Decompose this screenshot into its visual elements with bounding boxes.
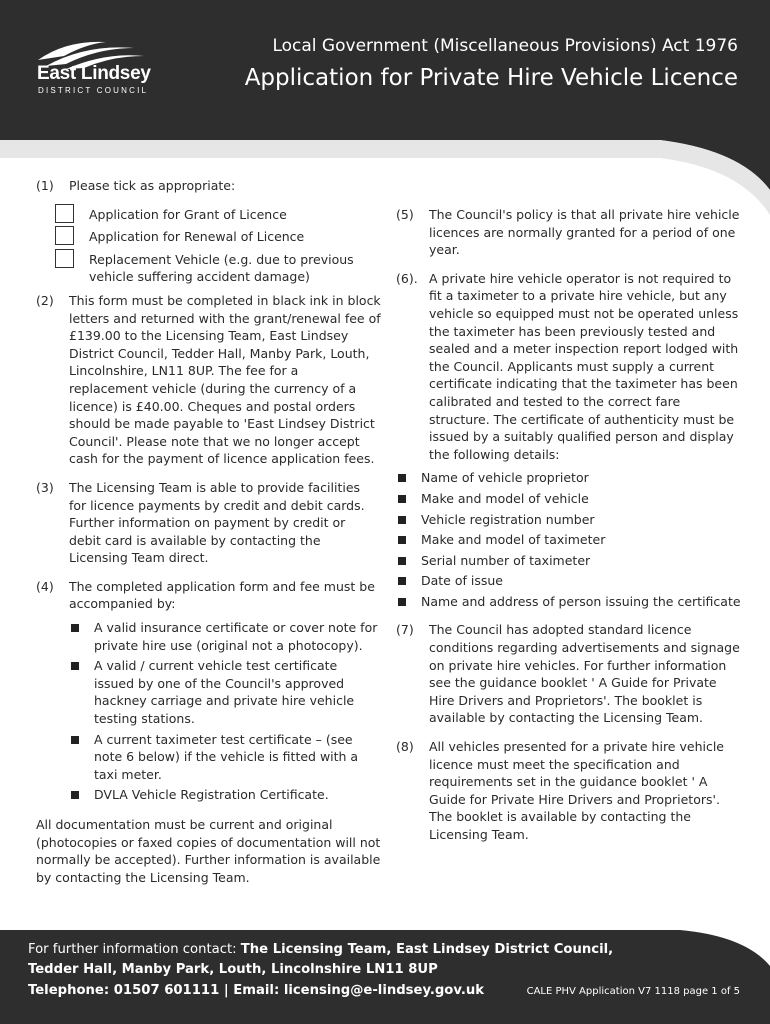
item-text: The Licensing Team is able to provide facilities for licence payments by credit and debit cards. Further information on payment by credit or debit card is available by contacting the Licensing Team direct. bbox=[69, 479, 365, 566]
bullet-text: Date of issue bbox=[421, 573, 503, 589]
left-column bbox=[36, 177, 381, 886]
closing-paragraph: All documentation must be current and original (photocopies or faxed copies of documentation will not normally be accepted). Further information is available by contacting the Licensing Team. bbox=[36, 817, 381, 885]
bullet-icon bbox=[71, 736, 79, 744]
bullet-text: A current taximeter test certificate – (see note 6 below) if the vehicle is fitted with a taxi meter. bbox=[94, 731, 359, 782]
renewal-checkbox[interactable] bbox=[55, 226, 74, 245]
bullet-icon bbox=[398, 598, 406, 606]
item-number: (7) bbox=[396, 622, 414, 638]
item-text: A private hire vehicle operator is not required to fit a taximeter to a private hire vehicle, but any vehicle so equipped must not be operated unless the taximeter has been previously tested and sealed and a meter inspection report lodged with the Council. Applicants must supply a current certificate indicating that the taximeter has been calibrated and tested to the correct fare structure. The certificate of authenticity must be issued by a suitably qualified person and display the following details: bbox=[429, 270, 739, 462]
bullet-icon bbox=[398, 495, 406, 503]
item-8 bbox=[396, 738, 744, 844]
grant-checkbox[interactable] bbox=[55, 204, 74, 223]
bullet-text: Make and model of vehicle bbox=[421, 490, 589, 506]
bullet-text: Vehicle registration number bbox=[421, 511, 595, 527]
bullet-icon bbox=[398, 557, 406, 565]
list-item bbox=[396, 531, 744, 549]
list-item bbox=[396, 469, 744, 487]
bullet-icon bbox=[71, 624, 79, 632]
footer-address-2: Tedder Hall, Manby Park, Louth, Lincolnshire LN11 8UP bbox=[28, 962, 438, 977]
item-number: (3) bbox=[36, 479, 54, 495]
act-title: Local Government (Miscellaneous Provisions) Act 1976 bbox=[272, 36, 738, 56]
checkbox-row-replacement[interactable] bbox=[55, 251, 381, 286]
list-item bbox=[396, 490, 744, 508]
bullet-text: Serial number of taximeter bbox=[421, 552, 591, 568]
checkbox-label: Application for Grant of Licence bbox=[89, 206, 287, 222]
bullet-icon bbox=[398, 536, 406, 544]
footer-contact-line-2 bbox=[28, 962, 438, 977]
list-item bbox=[36, 619, 381, 654]
replacement-checkbox[interactable] bbox=[55, 249, 74, 268]
footer-contact-line-1 bbox=[28, 942, 613, 957]
footer-address-1: The Licensing Team, East Lindsey District Council, bbox=[240, 942, 614, 957]
checkbox-row-renewal[interactable] bbox=[55, 228, 381, 246]
footer-contact-line-3 bbox=[28, 983, 484, 998]
right-column bbox=[396, 206, 744, 855]
bullet-text: Make and model of taximeter bbox=[421, 532, 606, 548]
item-3 bbox=[36, 479, 381, 567]
footer-label: For further information contact: bbox=[28, 942, 237, 957]
list-item bbox=[36, 657, 381, 727]
logo-name: East Lindsey bbox=[37, 63, 151, 84]
item-5 bbox=[396, 206, 744, 259]
checkbox-label: Application for Renewal of Licence bbox=[89, 229, 305, 245]
list-item bbox=[396, 593, 744, 611]
item-number: (6). bbox=[396, 270, 418, 286]
bullet-text: DVLA Vehicle Registration Certificate. bbox=[94, 787, 329, 803]
item-text: All vehicles presented for a private hire vehicle licence must meet the specification and requirements set in the guidance booklet ' A Guide for Private Hire Drivers and Proprietors'. The booklet is available by contacting the Licensing Team. bbox=[429, 739, 724, 842]
bullet-icon bbox=[398, 474, 406, 482]
item-6 bbox=[396, 270, 744, 464]
bullet-text: A valid insurance certificate or cover note for private hire use (original not a photocopy). bbox=[94, 620, 378, 653]
checkbox-label: Replacement Vehicle (e.g. due to previous vehicle suffering accident damage) bbox=[89, 251, 354, 285]
item-text: The Council has adopted standard licence conditions regarding advertisements and signage on private hire vehicles. For further information see the guidance booklet ' A Guide for Private Hire Drivers and Proprietors'. The booklet is available by contacting the Licensing Team. bbox=[429, 622, 740, 726]
item-2 bbox=[36, 292, 381, 468]
bullet-icon bbox=[398, 577, 406, 585]
item-number: (5) bbox=[396, 207, 414, 222]
item-1 bbox=[36, 177, 381, 195]
item-4 bbox=[36, 578, 381, 613]
item-7 bbox=[396, 621, 744, 727]
item-text: The completed application form and fee must be accompanied by: bbox=[69, 578, 375, 612]
item-text: Please tick as appropriate: bbox=[69, 178, 236, 193]
checkbox-row-grant[interactable] bbox=[55, 206, 381, 224]
list-item bbox=[396, 572, 744, 590]
bullet-icon bbox=[398, 516, 406, 524]
item-number: (1) bbox=[36, 178, 54, 193]
list-item bbox=[396, 511, 744, 529]
item-number: (4) bbox=[36, 578, 54, 594]
item-text: The Council's policy is that all private hire vehicle licences are normally granted for a period of one year. bbox=[429, 207, 740, 258]
item-text: This form must be completed in black ink in block letters and returned with the grant/renewal fee of £139.00 to the Licensing Team, East Lindsey District Council, Tedder Hall, Manby Park, Louth, Lincolnshire, LN11 8UP. The fee for a replacement vehicle (during the currency of a licence) is £40.00. Cheques and postal orders should be made payable to 'East Lindsey District Council'. Please note that we no longer accept cash for the payment of licence application fees. bbox=[69, 292, 381, 467]
bullet-icon bbox=[71, 662, 79, 670]
list-item bbox=[396, 552, 744, 570]
bullet-text: Name and address of person issuing the certificate bbox=[421, 593, 741, 609]
logo-subtitle: DISTRICT COUNCIL bbox=[38, 86, 149, 95]
item-number: (8) bbox=[396, 739, 414, 755]
bullet-icon bbox=[71, 791, 79, 799]
list-item bbox=[36, 786, 381, 804]
footer-phone-email[interactable]: Telephone: 01507 601111 | Email: licensing@e-lindsey.gov.uk bbox=[28, 983, 485, 998]
bullet-text: Name of vehicle proprietor bbox=[421, 470, 589, 486]
list-item bbox=[36, 731, 381, 784]
page-title: Application for Private Hire Vehicle Licence bbox=[244, 65, 738, 91]
bullet-text: A valid / current vehicle test certificate issued by one of the Council's approved hackney carriage and private hire vehicle testing stations. bbox=[94, 658, 355, 727]
document-reference: CALE PHV Application V7 1118 page 1 of 5 bbox=[526, 986, 740, 997]
item-number: (2) bbox=[36, 292, 54, 308]
